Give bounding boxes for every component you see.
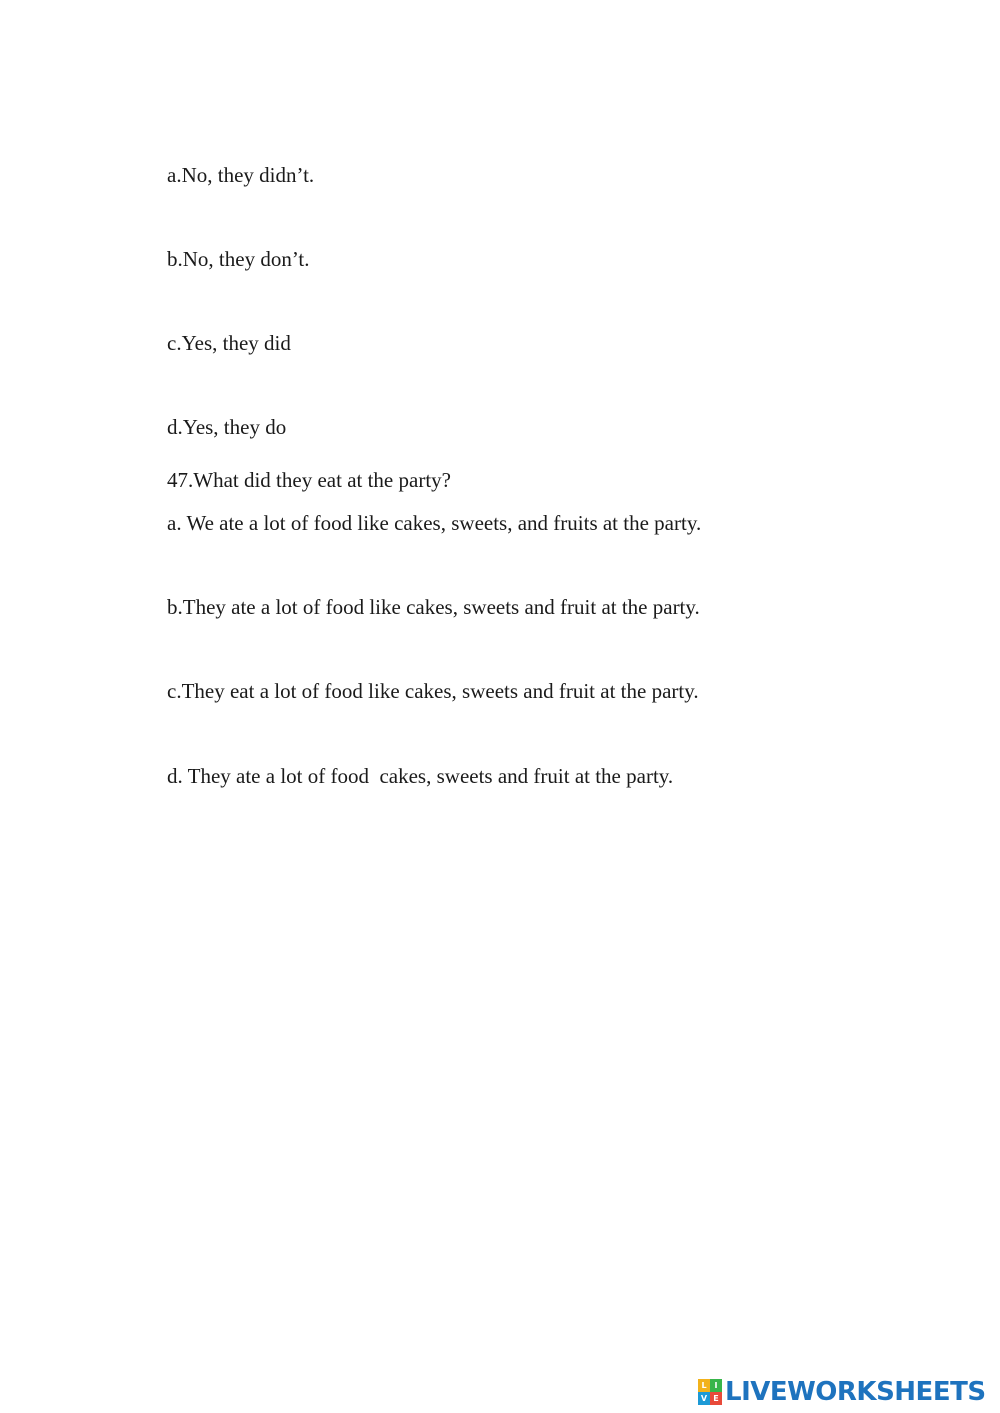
logo-mark-letter: E (710, 1392, 722, 1405)
question-47-option-a[interactable]: a. We ate a lot of food like cakes, sweets, and fruits at the party. (167, 511, 702, 535)
answer-option-d[interactable]: d.Yes, they do (167, 415, 287, 439)
question-47-option-b[interactable]: b.They ate a lot of food like cakes, sweets and fruit at the party. (167, 595, 700, 619)
question-47-option-d[interactable]: d. They ate a lot of food cakes, sweets and fruit at the party. (167, 764, 674, 788)
liveworksheets-logo (698, 1377, 986, 1407)
logo-text: LIVEWORKSHEETS (725, 1377, 986, 1407)
liveworksheets-logo-icon (698, 1379, 722, 1405)
logo-mark-letter: I (710, 1379, 722, 1392)
question-47-prompt: 47.What did they eat at the party? (167, 468, 451, 492)
question-47-option-c[interactable]: c.They eat a lot of food like cakes, sweets and fruit at the party. (167, 679, 699, 703)
logo-mark-letter: L (698, 1379, 710, 1392)
answer-option-b[interactable]: b.No, they don’t. (167, 247, 310, 271)
answer-option-a[interactable]: a.No, they didn’t. (167, 163, 315, 187)
answer-option-c[interactable]: c.Yes, they did (167, 331, 291, 355)
logo-mark-letter: V (698, 1392, 710, 1405)
